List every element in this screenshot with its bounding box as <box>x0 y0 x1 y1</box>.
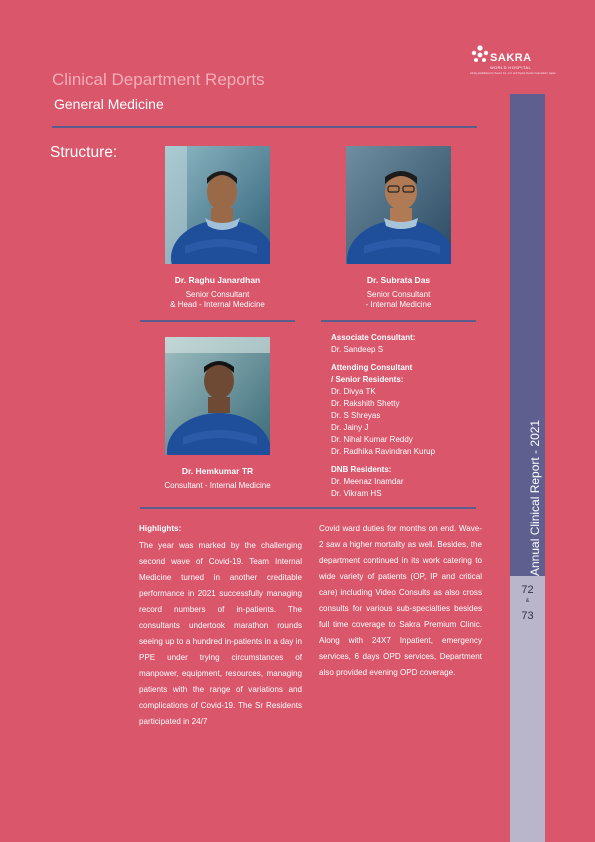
sakra-logo <box>470 44 556 78</box>
doctor-role: - Internal Medicine <box>365 300 432 309</box>
team-member: Dr. Divya TK <box>331 387 376 396</box>
group-heading: Associate Consultant: <box>331 333 416 342</box>
section-divider <box>140 320 295 322</box>
doctor-name: Dr. Subrata Das <box>366 275 431 285</box>
highlights-column-1 <box>139 521 302 730</box>
associate-group <box>331 332 481 356</box>
doctor-photo-subrata <box>346 146 451 264</box>
header-divider <box>52 126 477 128</box>
team-member: Dr. Meenaz Inamdar <box>331 477 404 486</box>
sakra-logo-icon <box>470 44 490 70</box>
doctor-role: Consultant - Internal Medicine <box>164 481 271 490</box>
team-member: Dr. Nihal Kumar Reddy <box>331 435 413 444</box>
attending-group <box>331 362 481 458</box>
doctor-role: Senior Consultant <box>366 290 431 299</box>
report-title-vertical: Annual Clinical Report - 2021 <box>528 419 542 576</box>
highlights-heading: Highlights: <box>139 524 182 533</box>
structure-label: Structure: <box>50 144 118 161</box>
doctor-name: Dr. Hemkumar TR <box>181 466 254 476</box>
page-number-right: 73 <box>521 610 534 622</box>
team-member: Dr. Sandeep S <box>331 345 384 354</box>
group-heading: DNB Residents: <box>331 465 392 474</box>
team-list <box>331 332 481 504</box>
section-divider <box>321 320 476 322</box>
doctor-photo-raghu <box>165 146 270 264</box>
highlights-text: The year was marked by the challenging second wave of Covid-19. Team Internal Medicine turned in another creditable performance in 2021 successfully managing record numbers of in-patients. The consultants undertook marathon rounds seeing up to a hundred in-patients in a day in PPE under trying circumstances of manpower, equipment, resources, managing patients with the range of variations and complications of Covid-19. The Sr Residents participated in 24/7 <box>139 541 302 726</box>
dnb-group <box>331 464 481 500</box>
brand-subtitle: WORLD HOSPITAL <box>490 65 532 70</box>
group-heading: Attending Consultant <box>331 363 413 372</box>
doctor-photo-hemkumar <box>165 337 270 455</box>
brand-name: SAKRA <box>490 52 532 64</box>
team-member: Dr. S Shreyas <box>331 411 381 420</box>
department-name: General Medicine <box>54 96 164 112</box>
team-member: Dr. Rakshith Shetty <box>331 399 400 408</box>
team-member: Dr. Vikram HS <box>331 489 382 498</box>
brand-tagline: Jointly established by Secom Co., Ltd. and Toyota Tsusho Corporation, Japan <box>470 72 556 75</box>
section-title: Clinical Department Reports <box>52 70 265 89</box>
group-heading: / Senior Residents: <box>331 375 404 384</box>
section-divider <box>140 507 476 509</box>
team-member: Dr. Jainy J <box>331 423 369 432</box>
highlights-column-2 <box>319 521 482 681</box>
team-member: Dr. Radhika Ravindran Kurup <box>331 447 436 456</box>
highlights-text: Covid ward duties for months on end. Wave-2 saw a higher mortality as well. Besides, the department continued in its work catering to wide variety of patients (OP, IP and critical care) including Video Consults as also cross consults for various sub-specialties besides full time coverage to Sakra Premium Clinic. Along with 24X7 Inpatient, emergency services, 6 days OPD services, Department also provided evening OPD coverage. <box>319 524 482 677</box>
doctor-role: & Head - Internal Medicine <box>170 300 265 309</box>
page-number-left: 72 <box>521 584 534 596</box>
doctor-name: Dr. Raghu Janardhan <box>174 275 261 285</box>
doctor-role: Senior Consultant <box>185 290 250 299</box>
page-number-separator: & <box>525 598 530 604</box>
